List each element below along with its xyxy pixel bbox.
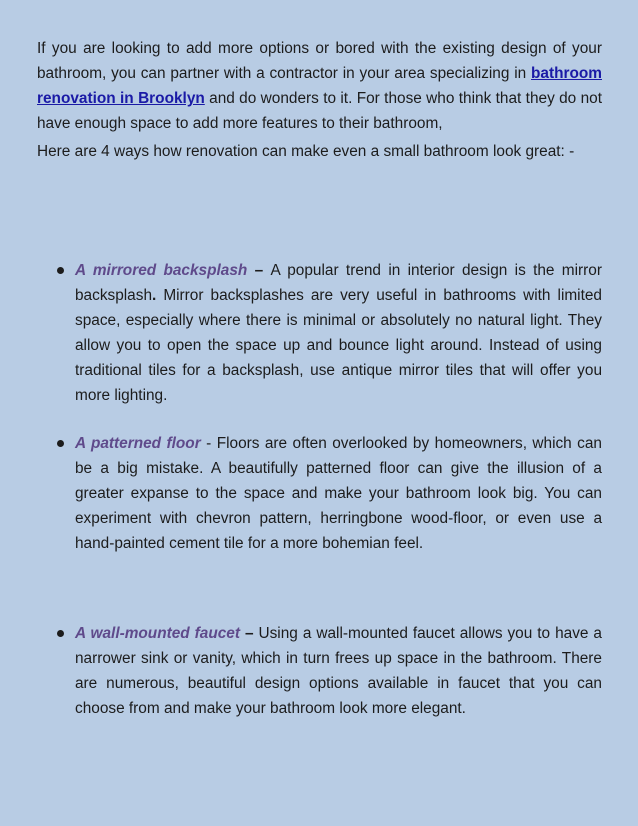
tip-separator: - <box>200 435 217 452</box>
intro-text-start: If you are looking to add more options or bored with the existing design of your bathroom, you can partner with a contractor in your area specializing in <box>37 40 602 82</box>
ways-intro-paragraph: Here are 4 ways how renovation can make even a small bathroom look great: - <box>37 143 575 160</box>
list-item <box>37 258 602 408</box>
bullet-icon <box>57 440 64 447</box>
tip-description-bold: . <box>152 287 157 304</box>
bathroom-renovation-link[interactable]: bathroom renovation in Brooklyn <box>37 65 602 107</box>
tip-separator: – <box>247 262 271 279</box>
bullet-icon <box>57 267 64 274</box>
tip-term: A patterned floor <box>75 435 201 452</box>
tip-separator: – <box>240 625 259 642</box>
tip-description: Floors are often overlooked by homeowners, which can be a big mistake. A beautifully patterned floor can give the illusion of a greater expanse to the space and make your bathroom look big. You can experiment with chevron pattern, herringbone wood-floor, or even use a hand-painted cement tile for a more bohemian feel. <box>75 435 602 552</box>
tip-description: A popular trend in interior design is the mirror backsplash <box>75 262 602 304</box>
list-item-text <box>75 431 602 556</box>
tip-description: Using a wall-mounted faucet allows you to have a narrower sink or vanity, which in turn frees up space in the bathroom. There are numerous, beautiful design options available in faucet that you can choose from and make your bathroom look more elegant. <box>75 625 602 717</box>
list-item-text <box>75 621 602 721</box>
list-item <box>37 431 602 556</box>
intro-text-end: and do wonders to it. For those who think that they do not have enough space to add more features to their bathroom, <box>37 90 602 132</box>
intro-section <box>37 36 602 164</box>
bullet-icon <box>57 630 64 637</box>
tip-term: A wall-mounted faucet <box>75 625 240 642</box>
list-item <box>37 621 602 721</box>
tip-description-cont: Mirror backsplashes are very useful in bathrooms with limited space, especially where there is minimal or absolutely no natural light. They allow you to open the space up and bounce light around. Instead of using traditional tiles for a backsplash, use antique mirror tiles that will offer you more lighting. <box>75 287 602 404</box>
list-item-text <box>75 258 602 408</box>
intro-paragraph <box>37 36 602 136</box>
tip-term: A mirrored backsplash <box>75 262 248 279</box>
